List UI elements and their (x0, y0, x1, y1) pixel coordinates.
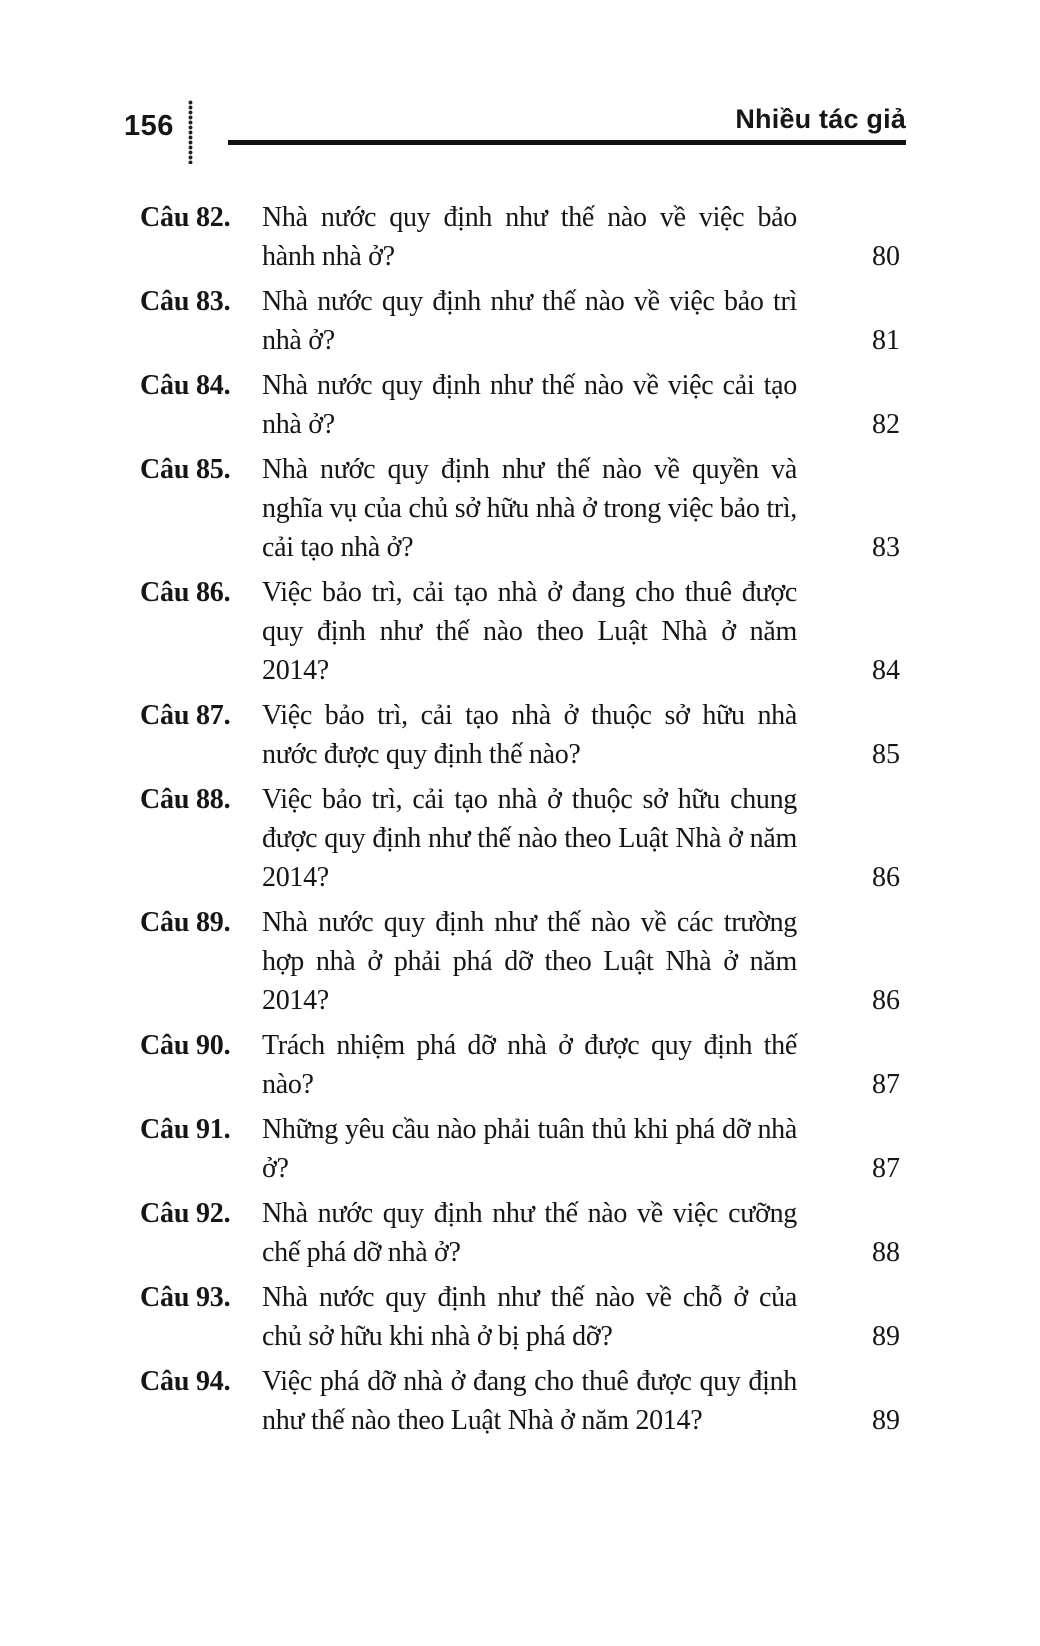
toc-entry (140, 366, 900, 444)
toc-entry (140, 450, 900, 567)
toc-entry (140, 198, 900, 276)
toc-entry-text: Những yêu cầu nào phải tuân thủ khi phá dỡ nhà ở? (262, 1114, 797, 1184)
toc-entry (140, 696, 900, 774)
toc-entry-text: Trách nhiệm phá dỡ nhà ở được quy định thế nào? (262, 1030, 797, 1100)
toc-entry-text: Nhà nước quy định như thế nào về chỗ ở của chủ sở hữu khi nhà ở bị phá dỡ? (262, 1282, 797, 1352)
dotted-ornament-divider (187, 100, 194, 164)
toc-entry-label: Câu 82. (140, 202, 231, 233)
toc-entry-label: Câu 91. (140, 1114, 231, 1145)
toc-entry (140, 903, 900, 1020)
toc-entry-label: Câu 92. (140, 1198, 231, 1229)
toc-entry-label: Câu 88. (140, 784, 231, 815)
toc-entry-label: Câu 84. (140, 370, 231, 401)
toc-entry-text: Nhà nước quy định như thế nào về việc cải tạo nhà ở? (262, 370, 797, 440)
running-title: Nhiều tác giả (735, 104, 906, 134)
toc-entry-label: Câu 89. (140, 907, 231, 938)
toc-entry-page: 81 (872, 325, 900, 356)
toc-entry-page: 82 (872, 409, 900, 440)
toc-entry-page: 83 (872, 532, 900, 563)
toc-entry-page: 80 (872, 241, 900, 272)
toc-entry-text: Nhà nước quy định như thế nào về các trường hợp nhà ở phải phá dỡ theo Luật Nhà ở năm 2014? (262, 907, 797, 1016)
toc-entry (140, 1278, 900, 1356)
toc-entry-label: Câu 83. (140, 286, 231, 317)
toc-entry-label: Câu 93. (140, 1282, 231, 1313)
toc-entry-label: Câu 86. (140, 577, 231, 608)
toc-entry-page: 85 (872, 739, 900, 770)
toc-entry-text: Nhà nước quy định như thế nào về việc bảo hành nhà ở? (262, 202, 797, 272)
toc-entry-page: 89 (872, 1405, 900, 1436)
toc-entry-page: 86 (872, 985, 900, 1016)
folio-page-number: 156 (124, 110, 174, 142)
toc-entry (140, 1026, 900, 1104)
toc-entry-page: 89 (872, 1321, 900, 1352)
toc-entry-page: 86 (872, 862, 900, 893)
toc-entry-label: Câu 87. (140, 700, 231, 731)
toc-list (140, 198, 900, 1446)
header-rule (228, 140, 906, 145)
toc-entry-page: 87 (872, 1153, 900, 1184)
toc-entry (140, 1194, 900, 1272)
toc-entry-text: Nhà nước quy định như thế nào về việc bảo trì nhà ở? (262, 286, 797, 356)
toc-entry-page: 87 (872, 1069, 900, 1100)
toc-entry-label: Câu 90. (140, 1030, 231, 1061)
toc-entry-label: Câu 85. (140, 454, 231, 485)
toc-entry (140, 282, 900, 360)
toc-entry (140, 573, 900, 690)
toc-entry (140, 1362, 900, 1440)
toc-entry-text: Việc bảo trì, cải tạo nhà ở thuộc sở hữu nhà nước được quy định thế nào? (262, 700, 797, 770)
toc-entry-page: 84 (872, 655, 900, 686)
toc-entry-page: 88 (872, 1237, 900, 1268)
toc-entry-label: Câu 94. (140, 1366, 231, 1397)
toc-entry (140, 1110, 900, 1188)
toc-entry-text: Việc bảo trì, cải tạo nhà ở thuộc sở hữu chung được quy định như thế nào theo Luật Nhà ở năm 2014? (262, 784, 797, 893)
toc-entry (140, 780, 900, 897)
toc-entry-text: Nhà nước quy định như thế nào về quyền và nghĩa vụ của chủ sở hữu nhà ở trong việc bảo trì, cải tạo nhà ở? (262, 454, 797, 563)
toc-entry-text: Việc bảo trì, cải tạo nhà ở đang cho thuê được quy định như thế nào theo Luật Nhà ở năm 2014? (262, 577, 797, 686)
toc-entry-text: Nhà nước quy định như thế nào về việc cưỡng chế phá dỡ nhà ở? (262, 1198, 797, 1268)
toc-entry-text: Việc phá dỡ nhà ở đang cho thuê được quy định như thế nào theo Luật Nhà ở năm 2014? (262, 1366, 797, 1436)
